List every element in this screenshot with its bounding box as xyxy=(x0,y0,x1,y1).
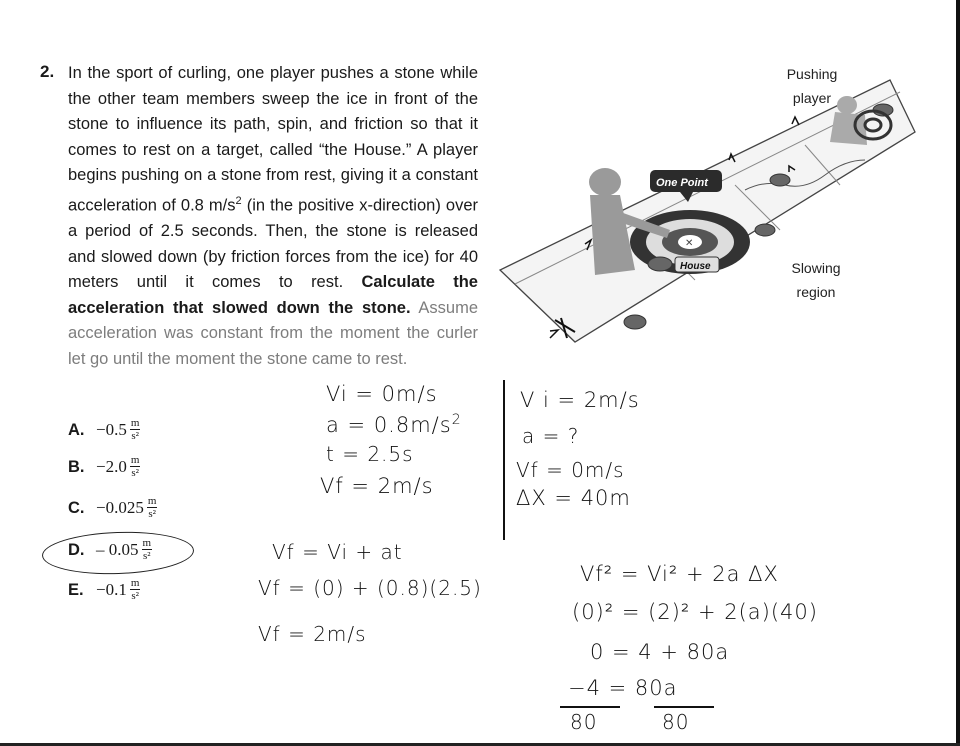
house-badge xyxy=(675,257,719,272)
choice-a[interactable] xyxy=(68,418,140,442)
question-assumption: Assume acceleration was constant from the moment the curler let go until the moment the stone came to rest. xyxy=(68,298,478,369)
unit-fraction xyxy=(147,496,158,520)
pushing-label-line2: player xyxy=(792,90,832,106)
unit-den: s² xyxy=(148,508,156,520)
hw-den-right: 80 xyxy=(662,710,690,734)
choice-letter: A. xyxy=(68,420,85,439)
choice-value: −0.5 xyxy=(96,420,127,439)
choice-d[interactable] xyxy=(68,538,152,562)
slowing-label-line1: Slowing xyxy=(791,260,841,276)
unit-den: s² xyxy=(131,467,139,479)
hw-calc1-line1: Vf = Vi + at xyxy=(272,540,403,564)
hw-calc2-line4: −4 = 80a xyxy=(568,676,678,700)
unit-fraction xyxy=(130,578,141,602)
unit-fraction xyxy=(130,455,141,479)
svg-text:✕: ✕ xyxy=(685,238,694,249)
hw-a-2: a = ? xyxy=(522,424,580,448)
choice-value: −2.0 xyxy=(96,457,127,476)
choice-b[interactable] xyxy=(68,455,140,479)
question-intro-superscript: 2 xyxy=(235,194,242,207)
hw-divider-line xyxy=(503,380,505,540)
choice-letter: D. xyxy=(68,540,85,559)
fraction-bar-left xyxy=(560,706,620,708)
hw-t-1: t = 2.5s xyxy=(326,442,414,466)
hw-calc2-line1: Vf² = Vi² + 2a ΔX xyxy=(580,562,779,586)
choice-letter: C. xyxy=(68,498,85,517)
unit-fraction xyxy=(130,418,141,442)
question-text xyxy=(68,61,478,373)
hw-vf-2: Vf = 0m/s xyxy=(516,458,625,482)
house-label: House xyxy=(680,261,711,272)
slowing-label-line2: region xyxy=(796,284,836,300)
unit-num: m xyxy=(130,577,140,589)
slowing-region-label xyxy=(782,256,850,304)
unit-num: m xyxy=(130,417,140,429)
one-point-label: One Point xyxy=(656,177,708,189)
choice-letter: B. xyxy=(68,457,85,476)
unit-num: m xyxy=(130,454,140,466)
hw-calc1-line2: Vf = (0) + (0.8)(2.5) xyxy=(258,576,482,600)
unit-den: s² xyxy=(142,550,151,562)
hw-den-left: 80 xyxy=(570,710,598,734)
question-intro: In the sport of curling, one player pushes a stone while the other team members sweep the ice in front of the stone to influence its path, spin, and friction so that it comes to rest on a target, called “the House.” A player begins pushing on a stone from rest, giving it a constant acceleration of 0.8 m/s xyxy=(68,64,478,215)
choice-c[interactable] xyxy=(68,496,157,520)
hw-vi-2: V i = 2m/s xyxy=(520,388,640,412)
unit-num: m xyxy=(142,537,152,549)
choice-value: – 0.05 xyxy=(96,540,139,559)
hw-a-1-exp: 2 xyxy=(451,412,462,428)
unit-den: s² xyxy=(131,590,139,602)
hw-a-1 xyxy=(326,412,462,437)
pushing-player-label xyxy=(776,62,848,110)
question-number: 2. xyxy=(40,62,55,81)
unit-fraction xyxy=(142,538,153,562)
choice-value: −0.025 xyxy=(96,498,144,517)
choice-e[interactable] xyxy=(68,578,140,602)
question-prompt: Calculate the acceleration that slowed down the stone. xyxy=(68,273,478,317)
hw-calc2-line3: 0 = 4 + 80a xyxy=(590,640,730,664)
unit-den: s² xyxy=(131,430,139,442)
hw-vf-1: Vf = 2m/s xyxy=(320,474,434,498)
hw-a-1-text: a = 0.8m/s xyxy=(326,413,452,437)
hw-calc2-line2: (0)² = (2)² + 2(a)(40) xyxy=(572,600,818,624)
question-intro-tail: (in the positive x-direction) over a period of 2.5 seconds. Then, the stone is released and slowed down (by friction forces from the ice) for 40 meters until it comes to rest. xyxy=(68,196,478,292)
fraction-bar-right xyxy=(654,706,714,708)
choice-value: −0.1 xyxy=(96,580,127,599)
page-border-right xyxy=(956,0,960,746)
hw-vi-1: Vi = 0m/s xyxy=(326,382,438,406)
pushing-label-line1: Pushing xyxy=(786,66,838,82)
curling-figure xyxy=(495,70,925,370)
hw-calc1-line3: Vf = 2m/s xyxy=(258,622,367,646)
choice-letter: E. xyxy=(68,580,84,599)
hw-dx-2: ΔX = 40m xyxy=(516,486,631,510)
unit-num: m xyxy=(147,495,157,507)
